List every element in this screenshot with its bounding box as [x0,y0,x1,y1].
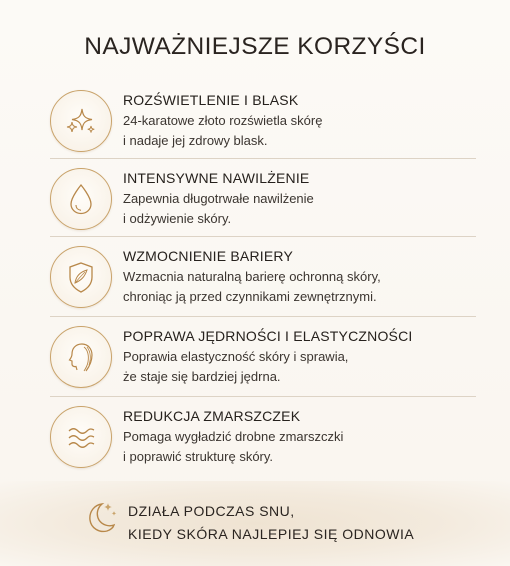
footer-text [128,500,414,546]
benefit-icon-circle [50,168,112,230]
divider [50,158,476,159]
footer-line: KIEDY SKÓRA NAJLEPIEJ SIĘ ODNOWIA [128,526,415,542]
benefit-item-radiance [50,86,462,166]
face-profile-icon [61,337,101,377]
moon-stars-icon [80,496,124,540]
waves-icon [61,417,101,457]
benefit-title: REDUKCJA ZMARSZCZEK [123,408,301,424]
benefit-icon-circle [50,246,112,308]
benefit-icon-circle [50,326,112,388]
benefit-item-barrier [50,242,462,322]
benefit-description-line: że staje się bardziej jędrna. [123,369,281,384]
benefit-description [123,347,468,387]
benefit-description-line: Zapewnia długotrwałe nawilżenie [123,191,314,206]
benefit-item-hydration [50,164,462,244]
shield-icon [61,257,101,297]
sparkles-icon [61,101,101,141]
benefit-description-line: chroniąc ją przed czynnikami zewnętrznymi. [123,289,377,304]
divider [50,396,476,397]
benefit-description-line: 24-karatowe złoto rozświetla skórę [123,113,323,128]
page-title: NAJWAŻNIEJSZE KORZYŚCI [84,33,426,60]
benefit-title: ROZŚWIETLENIE I BLASK [123,92,299,108]
benefit-title: WZMOCNIENIE BARIERY [123,248,294,264]
benefit-description-line: i poprawić strukturę skóry. [123,449,274,464]
benefit-title: INTENSYWNE NAWILŻENIE [123,170,310,186]
divider [50,236,476,237]
benefit-item-firmness [50,322,462,402]
benefit-icon-circle [50,406,112,468]
droplet-icon [61,179,101,219]
footer-line: DZIAŁA PODCZAS SNU, [128,503,295,519]
benefit-description-line: Pomaga wygładzić drobne zmarszczki [123,429,344,444]
benefit-description-line: i odżywienie skóry. [123,211,232,226]
benefit-description-line: Poprawia elastyczność skóry i sprawia, [123,349,349,364]
benefit-description-line: i nadaje jej zdrowy blask. [123,133,268,148]
benefit-icon-circle [50,90,112,152]
benefit-description [123,267,468,307]
benefit-description [123,111,468,151]
divider [50,316,476,317]
benefit-title: POPRAWA JĘDRNOŚCI I ELASTYCZNOŚCI [123,328,413,344]
benefit-description-line: Wzmacnia naturalną barierę ochronną skóry, [123,269,381,284]
benefit-description [123,427,468,467]
benefit-item-wrinkles [50,402,462,482]
benefit-description [123,189,468,229]
